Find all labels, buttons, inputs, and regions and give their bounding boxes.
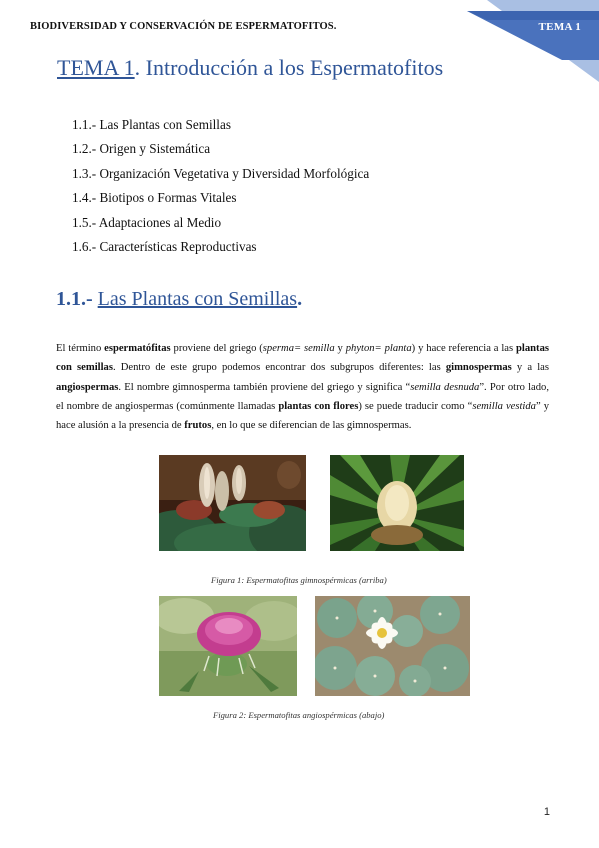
- para-text: . Dentro de este grupo podemos encontrar dos subgrupos diferentes: las: [112, 362, 446, 374]
- para-bold: angiospermas: [56, 381, 119, 393]
- para-text: ) y hace referencia a las: [411, 343, 517, 354]
- figure-2-caption: Figura 2: Espermatofitas angiospérmicas (abajo): [213, 710, 385, 720]
- para-bold: frutos: [184, 420, 212, 432]
- page-title: [57, 55, 443, 81]
- toc-item: 1.1.- Las Plantas con Semillas: [72, 117, 231, 132]
- para-bold: plantas con semillas: [56, 343, 550, 374]
- para-text: y a las: [511, 362, 549, 374]
- para-italic: semilla vestida: [472, 400, 536, 412]
- para-bold: plantas con flores: [278, 400, 359, 412]
- document-header-title: BIODIVERSIDAD Y CONSERVACIÓN DE ESPERMATOFITOS.: [30, 21, 337, 32]
- toc-item: 1.6.- Características Reproductivas: [72, 238, 257, 254]
- section-title: Las Plantas con Semillas: [97, 288, 298, 310]
- cycad-photo: [330, 455, 464, 551]
- cactus-photo: [315, 596, 470, 696]
- section-number: 1.1.-: [56, 288, 98, 310]
- page-number: 1: [543, 806, 550, 818]
- para-text: , en lo que se diferencian de las gimnospermas.: [211, 420, 412, 432]
- tema-tab-label: TEMA 1: [538, 21, 581, 33]
- figure-1-caption: Figura 1: Espermatofitas gimnospérmicas (arriba): [211, 575, 387, 585]
- para-italic: phyton= planta: [345, 343, 412, 354]
- para-text: ”. Por otro lado, el nombre de angiospermas (comúnmente llamadas: [56, 381, 550, 412]
- para-text: ) se puede traducir como “: [358, 400, 473, 412]
- para-text: y: [334, 343, 346, 354]
- title-number: TEMA 1: [57, 55, 135, 80]
- toc-item: 1.2.- Origen y Sistemática: [72, 141, 211, 157]
- para-bold: gimnospermas: [445, 362, 512, 374]
- para-text: ” y hace alusión a la presencia de: [56, 400, 549, 432]
- section-suffix: .: [297, 288, 303, 310]
- title-text: . Introducción a los Espermatofitos: [134, 55, 444, 80]
- para-text: . El nombre gimnosperma también proviene del griego y significa “: [118, 381, 411, 393]
- para-italic: sperma= semilla: [262, 343, 335, 354]
- toc-item: 1.4.- Biotipos o Formas Vitales: [72, 190, 237, 206]
- section-heading: [56, 288, 302, 311]
- intro-paragraph: [56, 339, 549, 435]
- para-text: proviene del griego (: [170, 343, 263, 354]
- para-italic: semilla desnuda: [410, 381, 480, 393]
- para-text: El término: [56, 343, 105, 354]
- fir-cones-photo: [159, 455, 306, 551]
- table-of-contents: [72, 117, 369, 263]
- corner-decoration: [467, 0, 599, 82]
- para-bold: espermatófitas: [104, 343, 171, 354]
- toc-item: 1.3.- Organización Vegetativa y Diversidad Morfológica: [72, 165, 370, 181]
- toc-item: 1.5.- Adaptaciones al Medio: [72, 214, 222, 230]
- thistle-photo: [159, 596, 297, 696]
